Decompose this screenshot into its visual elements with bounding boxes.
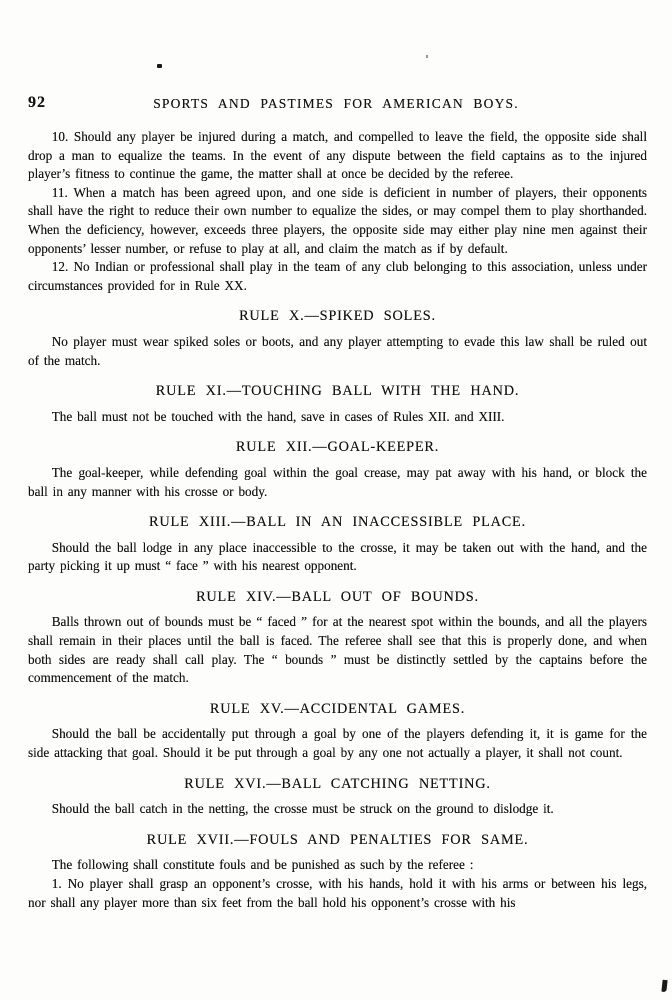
rule-xiii-paragraph: Should the ball lodge in any place inaccessible to the crosse, it may be taken out with the hand, and the party picking it up must “ face ” with his nearest opponent. (28, 539, 647, 574)
rule-xvii-heading: RULE XVII.—FOULS AND PENALTIES FOR SAME. (146, 831, 529, 848)
scan-artifact (661, 980, 667, 992)
paragraph-clause-11: 11. When a match has been agreed upon, and one side is deficient in number of players, their opponents shall have the right to reduce their own number to equalize the sides, or may compel them to play shorthanded. When the deficiency, however, exceeds three players, the opposite side may either play nine men against their opponents’ lesser number, or refuse to play at all, and claim the match as if by default. (28, 184, 647, 256)
rule-xv-heading: RULE XV.—ACCIDENTAL GAMES. (209, 700, 466, 717)
rule-x-paragraph: No player must wear spiked soles or boots, and any player attempting to evade this law shall be ruled out of the match. (28, 333, 647, 368)
rule-xi-heading: RULE XI.—TOUCHING BALL WITH THE HAND. (155, 383, 520, 400)
rule-xvii-paragraph-intro: The following shall constitute fouls and be punished as such by the referee : (51, 857, 474, 873)
page-body (28, 128, 647, 912)
rule-xii-paragraph: The goal-keeper, while defending goal within the goal crease, may pat away with his hand, or block the ball in any manner with his crosse or body. (28, 464, 647, 499)
page-number: 92 (28, 94, 46, 111)
page-header (0, 96, 672, 116)
scan-artifact (426, 55, 428, 58)
rule-xiv-heading: RULE XIV.—BALL OUT OF BOUNDS. (196, 588, 479, 605)
rule-xvi-paragraph: Should the ball catch in the netting, the crosse must be struck on the ground to dislodge it. (51, 801, 554, 817)
rule-xvii-paragraph-foul-1: 1. No player shall grasp an opponent’s crosse, with his hands, hold it with his arms or between his legs, nor shall any player more than six feet from the ball hold his opponent’s crosse with his (28, 876, 647, 910)
running-title: SPORTS AND PASTIMES FOR AMERICAN BOYS. (153, 96, 519, 111)
rule-xii-heading: RULE XII.—GOAL-KEEPER. (235, 439, 440, 456)
rule-x-heading: RULE X.—SPIKED SOLES. (239, 308, 436, 325)
rule-xi-paragraph: The ball must not be touched with the hand, save in cases of Rules XII. and XIII. (51, 408, 505, 424)
paragraph-clause-12: 12. No Indian or professional shall play in the team of any club belonging to this association, unless under circumstances provided for in Rule XX. (28, 259, 647, 293)
rule-xiv-paragraph: Balls thrown out of bounds must be “ faced ” for at the nearest spot within the bounds, and all the players shall remain in their places until the ball is faced. The referee shall see that this is properly done, and when both sides are ready shall call play. The “ bounds ” must be distinctly settled by the captains before the commencement of the match. (28, 614, 647, 686)
rule-xvi-heading: RULE XVI.—BALL CATCHING NETTING. (184, 775, 491, 792)
rule-xv-paragraph: Should the ball be accidentally put through a goal by one of the players defending it, it is game for the side attacking that goal. Should it be put through a goal by any one not actually a player, it shall not count. (28, 726, 647, 761)
paragraph-clause-10: 10. Should any player be injured during a match, and compelled to leave the field, the opposite side shall drop a man to equalize the teams. In the event of any dispute between the field captains as to the injured player’s fitness to continue the game, the matter shall at once be decided by the referee. (28, 129, 647, 182)
scan-artifact (157, 64, 162, 68)
rule-xiii-heading: RULE XIII.—BALL IN AN INACCESSIBLE PLACE. (149, 514, 526, 531)
